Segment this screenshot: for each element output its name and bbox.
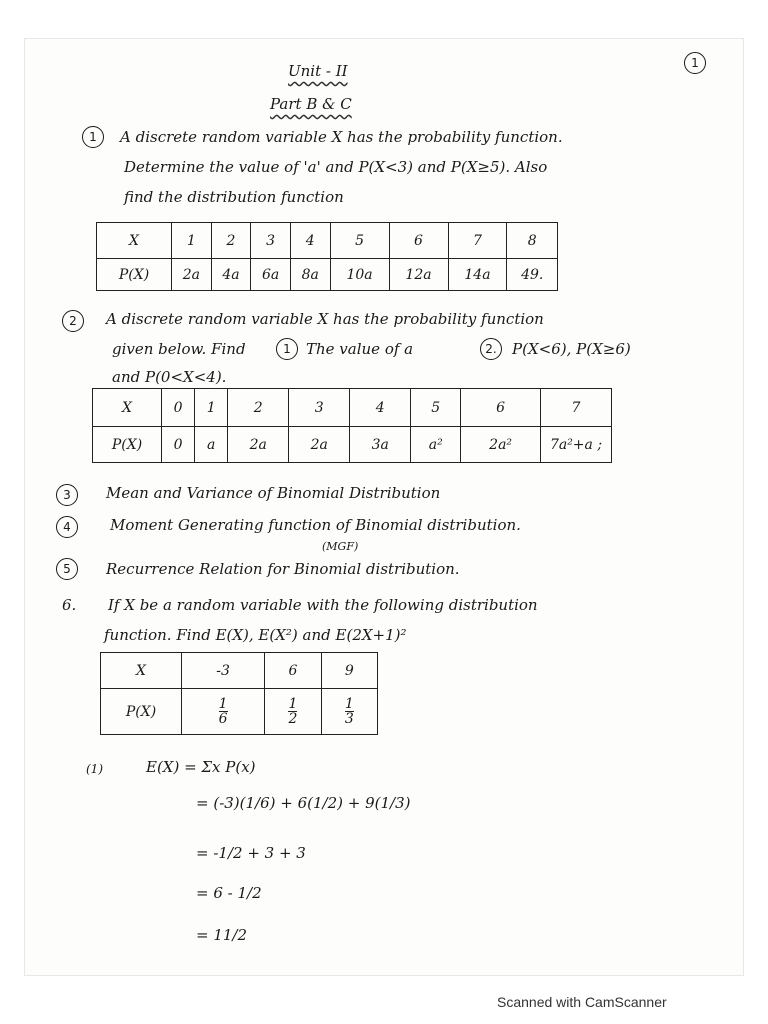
q1-cell: 6a bbox=[251, 259, 291, 291]
numerator: 1 bbox=[344, 696, 354, 712]
q6-distribution-table bbox=[100, 652, 378, 735]
q2-cell: 1 bbox=[195, 389, 228, 427]
q2-cell: 0 bbox=[162, 389, 195, 427]
q1-line-1: A discrete random variable X has the probability function. bbox=[120, 128, 563, 146]
part-title: Part B & C bbox=[270, 95, 352, 113]
q2-cell: 7a²+a ; bbox=[541, 427, 612, 463]
q2-cell: 7 bbox=[541, 389, 612, 427]
q4-number: 4 bbox=[56, 516, 78, 538]
fraction bbox=[219, 697, 228, 726]
q6-cell: X bbox=[101, 653, 182, 689]
q5-number: 5 bbox=[56, 558, 78, 580]
q2-cell: P(X) bbox=[93, 427, 162, 463]
q1-cell: 8 bbox=[507, 223, 558, 259]
q2-row-px bbox=[93, 427, 612, 463]
solution-line-1: E(X) = Σx P(x) bbox=[146, 758, 256, 776]
denominator: 3 bbox=[344, 711, 354, 727]
q4-subnote: (MGF) bbox=[322, 540, 359, 553]
q6-line-2: function. Find E(X), E(X²) and E(2X+1)² bbox=[104, 626, 407, 644]
q5-text: Recurrence Relation for Binomial distribution. bbox=[106, 560, 460, 578]
fraction bbox=[345, 697, 354, 726]
solution-line-3: = -1/2 + 3 + 3 bbox=[196, 844, 306, 862]
q2-row-x bbox=[93, 389, 612, 427]
q2-cell: 2a² bbox=[461, 427, 541, 463]
q2-cell: 3 bbox=[289, 389, 350, 427]
q6-cell: P(X) bbox=[101, 689, 182, 735]
q6-line-1: If X be a random variable with the following distribution bbox=[108, 596, 538, 614]
q1-cell: 6 bbox=[389, 223, 448, 259]
q6-cell-fraction bbox=[321, 689, 377, 735]
q1-cell: 10a bbox=[330, 259, 389, 291]
q6-row-x bbox=[101, 653, 378, 689]
q6-row-px bbox=[101, 689, 378, 735]
q6-number: 6. bbox=[62, 596, 77, 614]
q2-cell: a² bbox=[411, 427, 461, 463]
q2-sub-number-1: 1 bbox=[276, 338, 298, 360]
solution-label: (1) bbox=[86, 762, 103, 776]
q1-cell: 49. bbox=[507, 259, 558, 291]
q1-distribution-table bbox=[96, 222, 558, 291]
q1-line-2: Determine the value of 'a' and P(X<3) and P(X≥5). Also bbox=[124, 158, 548, 176]
q1-cell: 12a bbox=[389, 259, 448, 291]
q6-cell-fraction bbox=[265, 689, 321, 735]
q6-cell: -3 bbox=[182, 653, 265, 689]
q6-cell: 9 bbox=[321, 653, 377, 689]
q1-cell: 7 bbox=[448, 223, 507, 259]
q1-cell: 5 bbox=[330, 223, 389, 259]
q2-cell: 2a bbox=[228, 427, 289, 463]
q6-cell-fraction bbox=[182, 689, 265, 735]
q1-cell: 8a bbox=[290, 259, 330, 291]
q2-cell: 2 bbox=[228, 389, 289, 427]
q2-line-2c: P(X<6), P(X≥6) bbox=[512, 340, 631, 358]
q4-text: Moment Generating function of Binomial distribution. bbox=[110, 516, 521, 534]
q2-cell: 2a bbox=[289, 427, 350, 463]
q2-line-2a: given below. Find bbox=[112, 340, 246, 358]
q1-cell: X bbox=[97, 223, 172, 259]
q2-line-1: A discrete random variable X has the probability function bbox=[106, 310, 544, 328]
solution-line-2: = (-3)(1/6) + 6(1/2) + 9(1/3) bbox=[196, 794, 411, 812]
q1-cell: 4 bbox=[290, 223, 330, 259]
q3-number: 3 bbox=[56, 484, 78, 506]
solution-line-4: = 6 - 1/2 bbox=[196, 884, 262, 902]
q1-number: 1 bbox=[82, 126, 104, 148]
scanned-page bbox=[24, 38, 744, 976]
q1-cell: 1 bbox=[172, 223, 212, 259]
q1-cell: 2a bbox=[172, 259, 212, 291]
q2-cell: 0 bbox=[162, 427, 195, 463]
q6-cell: 6 bbox=[265, 653, 321, 689]
q2-cell: 5 bbox=[411, 389, 461, 427]
q2-cell: X bbox=[93, 389, 162, 427]
q1-row-x bbox=[97, 223, 558, 259]
solution-line-5: = 11/2 bbox=[196, 926, 248, 944]
q1-line-3: find the distribution function bbox=[124, 188, 344, 206]
q1-row-px bbox=[97, 259, 558, 291]
q1-cell: 2 bbox=[211, 223, 251, 259]
q1-cell: 3 bbox=[251, 223, 291, 259]
q2-cell: a bbox=[195, 427, 228, 463]
denominator: 2 bbox=[288, 711, 298, 727]
q1-cell: P(X) bbox=[97, 259, 172, 291]
q2-number: 2 bbox=[62, 310, 84, 332]
scanner-watermark: Scanned with CamScanner bbox=[497, 994, 667, 1010]
unit-title: Unit - II bbox=[288, 62, 348, 80]
q2-cell: 4 bbox=[350, 389, 411, 427]
fraction bbox=[288, 697, 297, 726]
q2-line-3: and P(0<X<4). bbox=[112, 368, 227, 386]
denominator: 6 bbox=[218, 711, 228, 727]
numerator: 1 bbox=[288, 696, 298, 712]
q2-cell: 6 bbox=[461, 389, 541, 427]
q2-line-2b: The value of a bbox=[306, 340, 414, 358]
numerator: 1 bbox=[218, 696, 228, 712]
q1-cell: 14a bbox=[448, 259, 507, 291]
q2-sub-number-2: 2. bbox=[480, 338, 502, 360]
q1-cell: 4a bbox=[211, 259, 251, 291]
page-number: 1 bbox=[684, 52, 706, 74]
q2-distribution-table bbox=[92, 388, 612, 463]
q2-cell: 3a bbox=[350, 427, 411, 463]
q3-text: Mean and Variance of Binomial Distribution bbox=[106, 484, 441, 502]
